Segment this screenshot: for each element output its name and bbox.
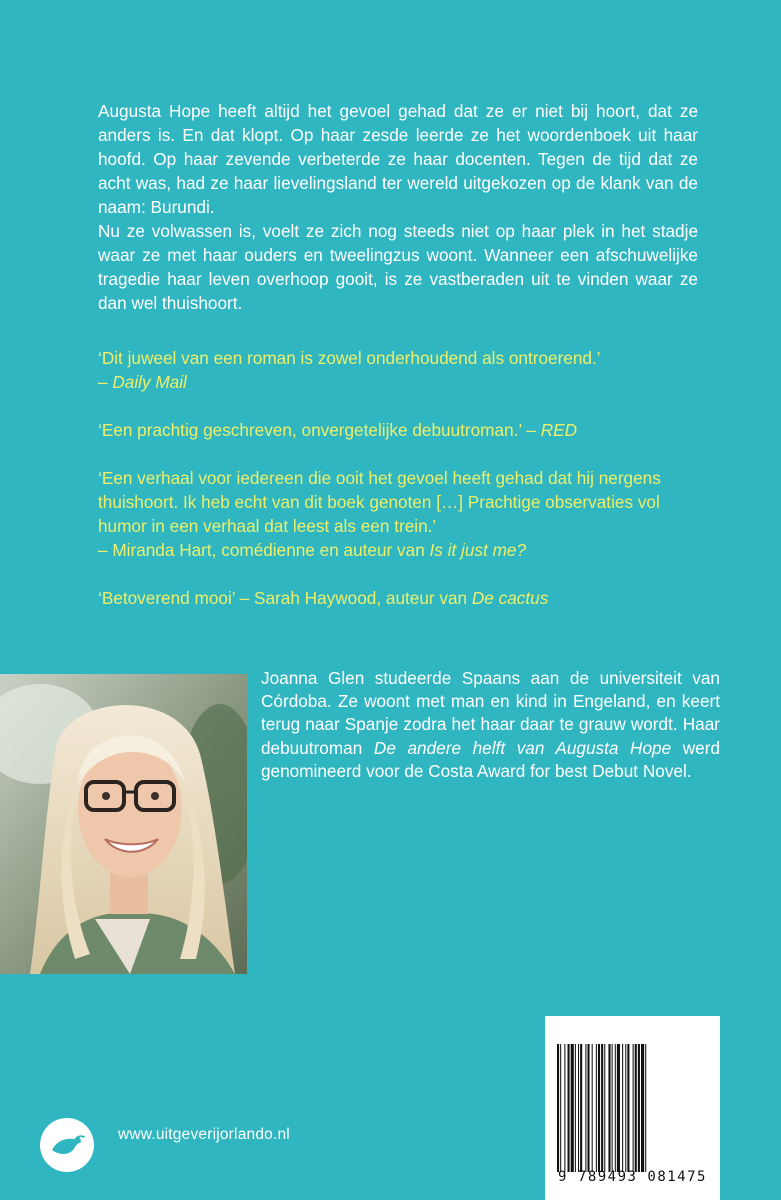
quote-source: De cactus <box>471 588 549 608</box>
blurb-paragraph: Nu ze volwassen is, voelt ze zich nog steeds niet op haar plek in het stadje waar ze met haar ouders en tweelingzus woont. Wanneer een afschuwelijke tragedie haar leven overhoop gooit, is ze vastberaden uit te vinden waar ze dan wel thuishoort. <box>98 221 698 313</box>
bird-logo-icon <box>38 1116 96 1174</box>
review-quote <box>98 346 708 394</box>
review-quote <box>98 418 708 442</box>
blurb-paragraph: Augusta Hope heeft altijd het gevoel gehad dat ze er niet bij hoort, dat ze anders is. En dat klopt. Op haar zesde leerde ze het woordenboek uit haar hoofd. Op haar zevende verbeterde ze haar docenten. Tegen de tijd dat ze acht was, had ze haar lievelingsland ter wereld uitgekozen op de klank van de naam: Burundi. <box>98 101 698 217</box>
bio-text: Joanna Glen studeerde Spaans aan de universiteit van Córdoba. Ze woont met man en kind in Engeland, en keert terug naar Spanje zodra het haar daar te grauw wordt. Haar debuutroman <box>261 668 720 758</box>
author-bio <box>261 667 720 783</box>
review-quotes <box>98 346 708 634</box>
bio-book-title: De andere helft van Augusta Hope <box>373 737 672 758</box>
isbn-number: 9 789493 081475 <box>558 1169 707 1185</box>
publisher-website[interactable]: www.uitgeverijorlando.nl <box>118 1126 290 1143</box>
review-quote <box>98 466 708 562</box>
quote-source: Daily Mail <box>112 372 187 392</box>
quote-source: RED <box>540 420 577 440</box>
quote-attribution-prefix: – <box>98 372 113 392</box>
quote-attribution-prefix: – Miranda Hart, comédienne en auteur van <box>98 540 430 560</box>
quote-source: Is it just me? <box>429 540 527 560</box>
isbn-barcode <box>545 1016 720 1200</box>
quote-text: ‘Een verhaal voor iedereen die ooit het gevoel heeft gehad dat hij nergens thuishoort. Ik heb echt van dit boek genoten […] Prachtige observaties vol humor in een verhaal dat leest als een trein.’ <box>98 468 661 536</box>
review-quote <box>98 586 708 610</box>
author-photo <box>0 674 247 974</box>
barcode-bars <box>555 1034 710 1184</box>
book-blurb <box>98 99 698 315</box>
quote-text: ‘Dit juweel van een roman is zowel onderhoudend als ontroerend.’ <box>98 348 601 368</box>
quote-text: ‘Een prachtig geschreven, onvergetelijke debuutroman.’ – <box>98 420 541 440</box>
quote-text: ‘Betoverend mooi’ – Sarah Haywood, auteur van <box>98 588 472 608</box>
bio-text: werd genomineerd voor de Costa Award for best Debut Novel. <box>261 737 720 781</box>
